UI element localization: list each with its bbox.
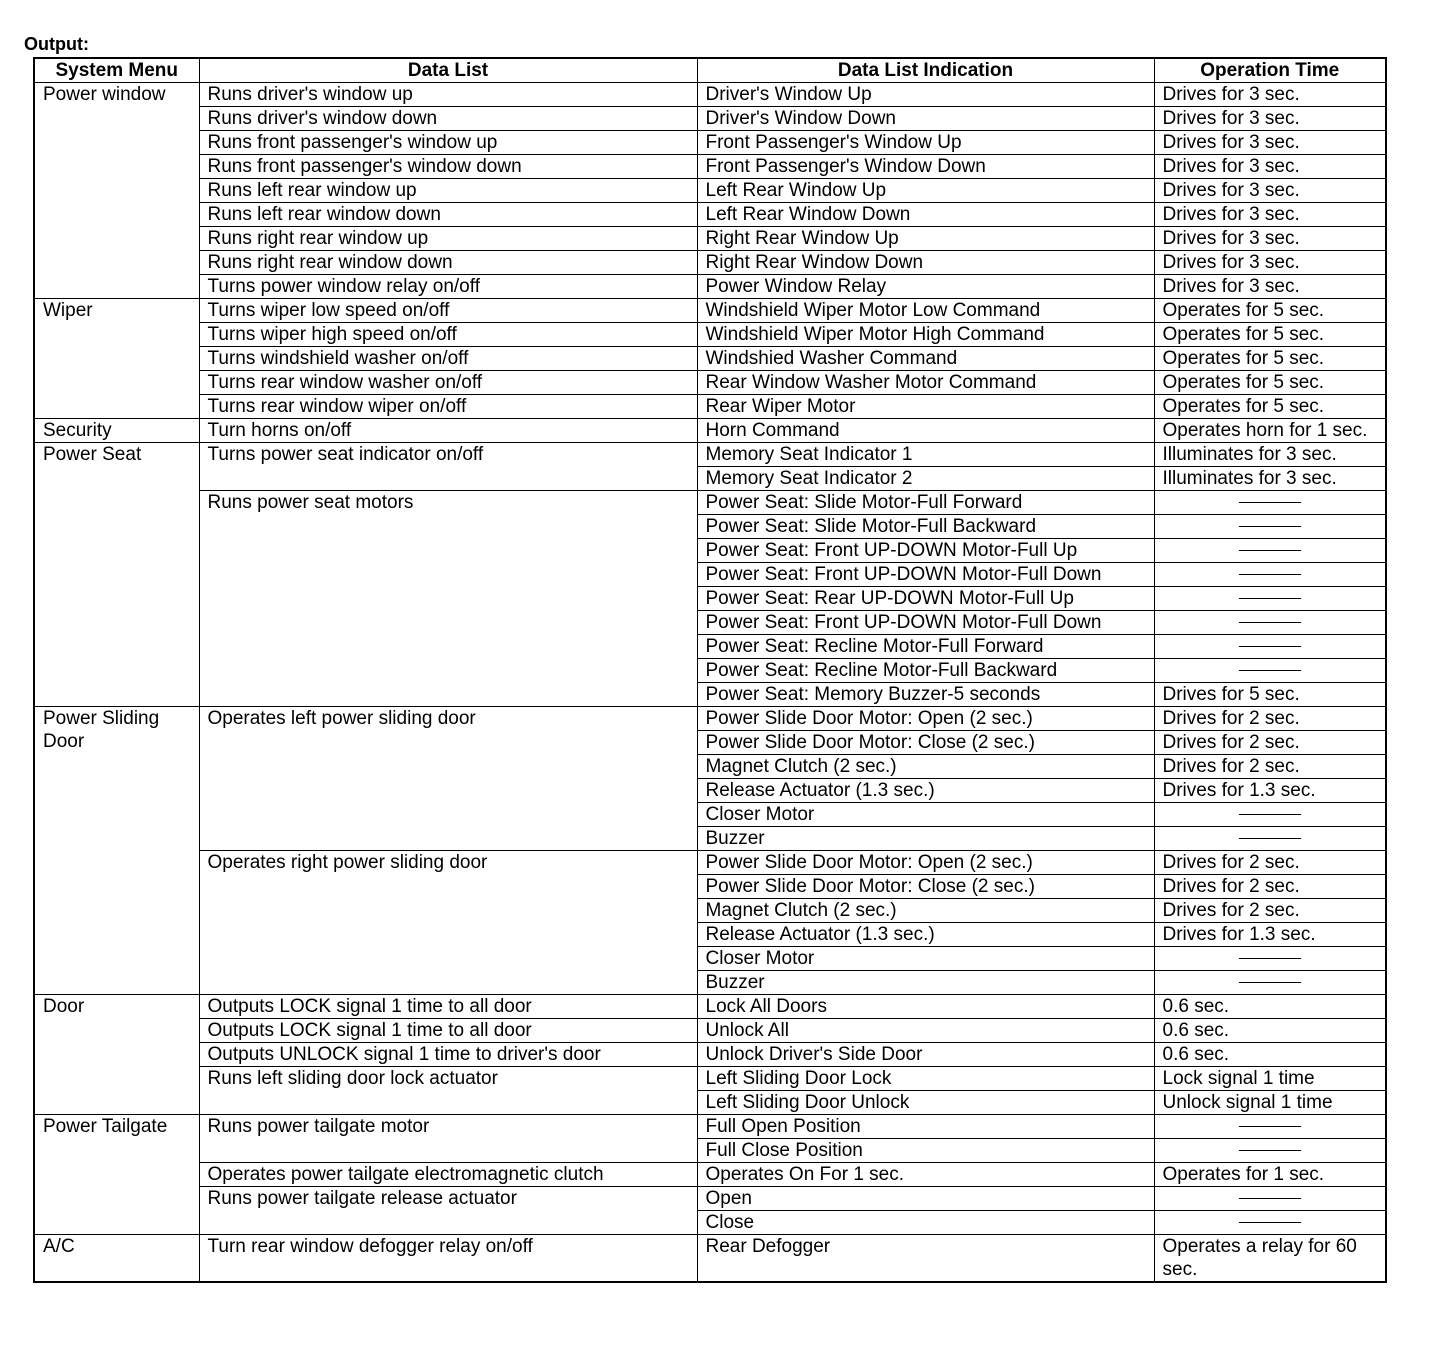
data-list-cell: Turns rear window wiper on/off xyxy=(199,395,697,419)
table-body xyxy=(34,83,1386,1283)
system-menu-cell: Power Tailgate xyxy=(34,1115,199,1235)
indication-cell: Power Seat: Rear UP-DOWN Motor-Full Up xyxy=(697,587,1154,611)
operation-time-cell xyxy=(1154,827,1386,851)
indication-cell: Left Sliding Door Lock xyxy=(697,1067,1154,1091)
table-row xyxy=(34,1067,1386,1091)
indication-cell: Rear Wiper Motor xyxy=(697,395,1154,419)
indication-cell: Memory Seat Indicator 1 xyxy=(697,443,1154,467)
indication-cell: Closer Motor xyxy=(697,803,1154,827)
indication-cell: Release Actuator (1.3 sec.) xyxy=(697,779,1154,803)
table-row xyxy=(34,83,1386,107)
operation-time-cell: Drives for 3 sec. xyxy=(1154,107,1386,131)
operation-time-cell: Drives for 2 sec. xyxy=(1154,851,1386,875)
dash-line xyxy=(1239,646,1301,647)
operation-time-cell: Operates for 5 sec. xyxy=(1154,347,1386,371)
dash-line xyxy=(1239,1198,1301,1199)
indication-cell: Right Rear Window Up xyxy=(697,227,1154,251)
system-menu-cell: Power Sliding Door xyxy=(34,707,199,995)
operation-time-cell xyxy=(1154,587,1386,611)
operation-time-cell: Operates a relay for 60 sec. xyxy=(1154,1235,1386,1283)
indication-cell: Windshield Wiper Motor High Command xyxy=(697,323,1154,347)
dash-line xyxy=(1239,814,1301,815)
indication-cell: Full Close Position xyxy=(697,1139,1154,1163)
table-row xyxy=(34,1235,1386,1283)
operation-time-cell: 0.6 sec. xyxy=(1154,1019,1386,1043)
operation-time-cell: Operates for 5 sec. xyxy=(1154,299,1386,323)
dash-line xyxy=(1239,958,1301,959)
operation-time-cell: Drives for 2 sec. xyxy=(1154,899,1386,923)
operation-time-cell xyxy=(1154,1115,1386,1139)
indication-cell: Full Open Position xyxy=(697,1115,1154,1139)
data-list-cell: Turns power window relay on/off xyxy=(199,275,697,299)
indication-cell: Close xyxy=(697,1211,1154,1235)
dash-line xyxy=(1239,574,1301,575)
dash-line xyxy=(1239,622,1301,623)
indication-cell: Lock All Doors xyxy=(697,995,1154,1019)
data-list-cell: Outputs LOCK signal 1 time to all door xyxy=(199,1019,697,1043)
data-list-cell: Operates right power sliding door xyxy=(199,851,697,995)
operation-time-cell xyxy=(1154,1211,1386,1235)
table-row xyxy=(34,371,1386,395)
indication-cell: Unlock All xyxy=(697,1019,1154,1043)
indication-cell: Magnet Clutch (2 sec.) xyxy=(697,899,1154,923)
data-list-cell: Outputs LOCK signal 1 time to all door xyxy=(199,995,697,1019)
indication-cell: Driver's Window Down xyxy=(697,107,1154,131)
operation-time-cell xyxy=(1154,971,1386,995)
data-list-cell: Runs left rear window down xyxy=(199,203,697,227)
indication-cell: Release Actuator (1.3 sec.) xyxy=(697,923,1154,947)
table-row xyxy=(34,419,1386,443)
dash-line xyxy=(1239,502,1301,503)
operation-time-cell: Drives for 2 sec. xyxy=(1154,755,1386,779)
table-row xyxy=(34,1019,1386,1043)
indication-cell: Power Slide Door Motor: Close (2 sec.) xyxy=(697,875,1154,899)
operation-time-cell: Unlock signal 1 time xyxy=(1154,1091,1386,1115)
table-row xyxy=(34,1187,1386,1211)
operation-time-cell: Drives for 2 sec. xyxy=(1154,707,1386,731)
indication-cell: Power Seat: Recline Motor-Full Forward xyxy=(697,635,1154,659)
system-menu-cell: Power Seat xyxy=(34,443,199,707)
indication-cell: Power Seat: Slide Motor-Full Backward xyxy=(697,515,1154,539)
dash-line xyxy=(1239,1222,1301,1223)
operation-time-cell: Drives for 1.3 sec. xyxy=(1154,779,1386,803)
dash-line xyxy=(1239,526,1301,527)
table-row xyxy=(34,275,1386,299)
data-list-cell: Runs right rear window up xyxy=(199,227,697,251)
indication-cell: Power Slide Door Motor: Close (2 sec.) xyxy=(697,731,1154,755)
table-row xyxy=(34,395,1386,419)
data-list-cell: Turns power seat indicator on/off xyxy=(199,443,697,491)
operation-time-cell xyxy=(1154,1139,1386,1163)
data-list-cell: Runs front passenger's window up xyxy=(199,131,697,155)
indication-cell: Operates On For 1 sec. xyxy=(697,1163,1154,1187)
table-row xyxy=(34,491,1386,515)
indication-cell: Memory Seat Indicator 2 xyxy=(697,467,1154,491)
indication-cell: Power Slide Door Motor: Open (2 sec.) xyxy=(697,707,1154,731)
operation-time-cell xyxy=(1154,611,1386,635)
indication-cell: Power Slide Door Motor: Open (2 sec.) xyxy=(697,851,1154,875)
data-list-cell: Turn horns on/off xyxy=(199,419,697,443)
table-row xyxy=(34,995,1386,1019)
operation-time-cell: 0.6 sec. xyxy=(1154,1043,1386,1067)
operation-time-cell xyxy=(1154,659,1386,683)
table-row xyxy=(34,131,1386,155)
operation-time-cell: Drives for 2 sec. xyxy=(1154,731,1386,755)
data-list-cell: Runs front passenger's window down xyxy=(199,155,697,179)
indication-cell: Rear Defogger xyxy=(697,1235,1154,1283)
system-menu-cell: Power window xyxy=(34,83,199,299)
system-menu-cell: Door xyxy=(34,995,199,1115)
dash-line xyxy=(1239,598,1301,599)
operation-time-cell xyxy=(1154,515,1386,539)
operation-time-cell: Drives for 3 sec. xyxy=(1154,83,1386,107)
indication-cell: Power Seat: Front UP-DOWN Motor-Full Down xyxy=(697,611,1154,635)
data-list-cell: Operates power tailgate electromagnetic clutch xyxy=(199,1163,697,1187)
operation-time-cell xyxy=(1154,539,1386,563)
indication-cell: Left Sliding Door Unlock xyxy=(697,1091,1154,1115)
header-system-menu: System Menu xyxy=(34,58,199,83)
table-row xyxy=(34,1043,1386,1067)
indication-cell: Front Passenger's Window Down xyxy=(697,155,1154,179)
indication-cell: Windshield Wiper Motor Low Command xyxy=(697,299,1154,323)
data-list-cell: Runs left rear window up xyxy=(199,179,697,203)
indication-cell: Open xyxy=(697,1187,1154,1211)
table-row xyxy=(34,203,1386,227)
table-row xyxy=(34,1163,1386,1187)
data-list-cell: Runs driver's window up xyxy=(199,83,697,107)
operation-time-cell: Drives for 3 sec. xyxy=(1154,155,1386,179)
indication-cell: Power Seat: Front UP-DOWN Motor-Full Down xyxy=(697,563,1154,587)
operation-time-cell: Illuminates for 3 sec. xyxy=(1154,443,1386,467)
operation-time-cell: Drives for 3 sec. xyxy=(1154,275,1386,299)
data-list-cell: Outputs UNLOCK signal 1 time to driver's door xyxy=(199,1043,697,1067)
data-list-cell: Turn rear window defogger relay on/off xyxy=(199,1235,697,1283)
data-list-cell: Runs power tailgate motor xyxy=(199,1115,697,1163)
operation-time-cell: Drives for 3 sec. xyxy=(1154,179,1386,203)
output-caption: Output: xyxy=(24,34,89,54)
output-table xyxy=(33,57,1387,1283)
indication-cell: Buzzer xyxy=(697,971,1154,995)
data-list-cell: Turns wiper low speed on/off xyxy=(199,299,697,323)
operation-time-cell xyxy=(1154,563,1386,587)
header-data-list-indication: Data List Indication xyxy=(697,58,1154,83)
indication-cell: Power Seat: Front UP-DOWN Motor-Full Up xyxy=(697,539,1154,563)
operation-time-cell: Drives for 5 sec. xyxy=(1154,683,1386,707)
dash-line xyxy=(1239,838,1301,839)
table-row xyxy=(34,323,1386,347)
table-row xyxy=(34,851,1386,875)
operation-time-cell: Drives for 3 sec. xyxy=(1154,131,1386,155)
indication-cell: Driver's Window Up xyxy=(697,83,1154,107)
operation-time-cell: Operates for 5 sec. xyxy=(1154,323,1386,347)
indication-cell: Power Seat: Slide Motor-Full Forward xyxy=(697,491,1154,515)
operation-time-cell: Operates for 5 sec. xyxy=(1154,371,1386,395)
indication-cell: Left Rear Window Up xyxy=(697,179,1154,203)
operation-time-cell: Drives for 3 sec. xyxy=(1154,251,1386,275)
operation-time-cell: Drives for 2 sec. xyxy=(1154,875,1386,899)
dash-line xyxy=(1239,670,1301,671)
indication-cell: Left Rear Window Down xyxy=(697,203,1154,227)
operation-time-cell: Operates for 1 sec. xyxy=(1154,1163,1386,1187)
dash-line xyxy=(1239,1126,1301,1127)
operation-time-cell: Drives for 1.3 sec. xyxy=(1154,923,1386,947)
table-row xyxy=(34,107,1386,131)
header-row xyxy=(34,58,1386,83)
system-menu-cell: A/C xyxy=(34,1235,199,1283)
system-menu-cell: Security xyxy=(34,419,199,443)
indication-cell: Windshied Washer Command xyxy=(697,347,1154,371)
operation-time-cell: Illuminates for 3 sec. xyxy=(1154,467,1386,491)
operation-time-cell: Lock signal 1 time xyxy=(1154,1067,1386,1091)
table-row xyxy=(34,299,1386,323)
table-row xyxy=(34,227,1386,251)
dash-line xyxy=(1239,982,1301,983)
data-list-cell: Runs right rear window down xyxy=(199,251,697,275)
table-row xyxy=(34,179,1386,203)
operation-time-cell: Operates for 5 sec. xyxy=(1154,395,1386,419)
data-list-cell: Turns windshield washer on/off xyxy=(199,347,697,371)
table-row xyxy=(34,347,1386,371)
data-list-cell: Runs driver's window down xyxy=(199,107,697,131)
indication-cell: Front Passenger's Window Up xyxy=(697,131,1154,155)
indication-cell: Power Seat: Recline Motor-Full Backward xyxy=(697,659,1154,683)
operation-time-cell xyxy=(1154,803,1386,827)
indication-cell: Closer Motor xyxy=(697,947,1154,971)
header-data-list: Data List xyxy=(199,58,697,83)
data-list-cell: Turns wiper high speed on/off xyxy=(199,323,697,347)
table-row xyxy=(34,707,1386,731)
operation-time-cell xyxy=(1154,947,1386,971)
header-operation-time: Operation Time xyxy=(1154,58,1386,83)
operation-time-cell xyxy=(1154,1187,1386,1211)
operation-time-cell xyxy=(1154,491,1386,515)
data-list-cell: Operates left power sliding door xyxy=(199,707,697,851)
indication-cell: Power Seat: Memory Buzzer-5 seconds xyxy=(697,683,1154,707)
data-list-cell: Turns rear window washer on/off xyxy=(199,371,697,395)
system-menu-cell: Wiper xyxy=(34,299,199,419)
operation-time-cell: Drives for 3 sec. xyxy=(1154,203,1386,227)
indication-cell: Rear Window Washer Motor Command xyxy=(697,371,1154,395)
indication-cell: Buzzer xyxy=(697,827,1154,851)
indication-cell: Power Window Relay xyxy=(697,275,1154,299)
indication-cell: Unlock Driver's Side Door xyxy=(697,1043,1154,1067)
operation-time-cell: 0.6 sec. xyxy=(1154,995,1386,1019)
dash-line xyxy=(1239,1150,1301,1151)
indication-cell: Right Rear Window Down xyxy=(697,251,1154,275)
table-row xyxy=(34,443,1386,467)
indication-cell: Horn Command xyxy=(697,419,1154,443)
data-list-cell: Runs left sliding door lock actuator xyxy=(199,1067,697,1115)
operation-time-cell: Drives for 3 sec. xyxy=(1154,227,1386,251)
operation-time-cell xyxy=(1154,635,1386,659)
data-list-cell: Runs power seat motors xyxy=(199,491,697,707)
table-row xyxy=(34,1115,1386,1139)
table-row xyxy=(34,251,1386,275)
dash-line xyxy=(1239,550,1301,551)
table-row xyxy=(34,155,1386,179)
data-list-cell: Runs power tailgate release actuator xyxy=(199,1187,697,1235)
indication-cell: Magnet Clutch (2 sec.) xyxy=(697,755,1154,779)
operation-time-cell: Operates horn for 1 sec. xyxy=(1154,419,1386,443)
